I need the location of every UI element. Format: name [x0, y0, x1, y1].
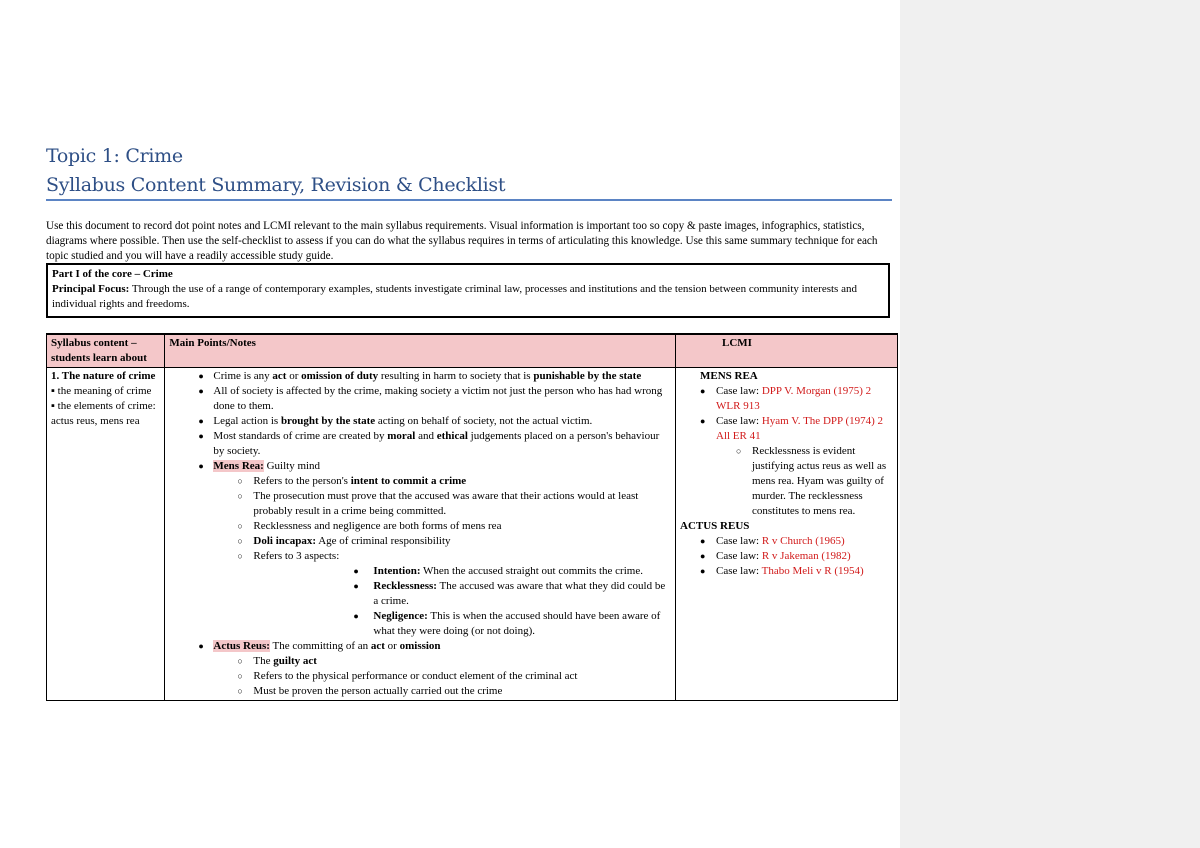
- list-item: ● Intention: When the accused straight out commits the crime.: [353, 565, 643, 577]
- mens-rea-cases: [680, 384, 893, 519]
- circle-bullet-icon: ○: [237, 686, 243, 696]
- list-item: ○ Refers to 3 aspects: ● Intention: When the accused straight out commits the crime. ● Recklessness: The accused was aware that what they did could be a crime. ● Negligence: This is when the accused should have been aware of what they were doing (or not doing).: [253, 549, 671, 639]
- actus-reus-sublist: [213, 654, 671, 699]
- list-item-actus-reus: ● Actus Reus: The committing of an act or omission ○ The guilty act ○ Refers to the physical performance or conduct element of the criminal act ○ Must be proven the person actually carried out the crime: [213, 639, 671, 699]
- title-divider: [46, 199, 892, 201]
- bullet-icon: ●: [198, 461, 204, 471]
- case-item: ● Case law: Thabo Meli v R (1954): [700, 565, 864, 577]
- circle-bullet-icon: ○: [237, 521, 243, 531]
- list-item: ● Crime is any act or omission of duty resulting in harm to society that is punishable by the state: [198, 370, 642, 382]
- notes-cell: [165, 368, 676, 701]
- case-notes: [716, 444, 893, 519]
- mens-rea-sublist: [213, 474, 671, 639]
- page-subtitle: Syllabus Content Summary, Revision & Checklist: [46, 174, 506, 196]
- circle-bullet-icon: ○: [237, 551, 243, 561]
- part-box: [46, 263, 890, 318]
- table-header-row: [47, 334, 898, 368]
- syllabus-table: [46, 333, 898, 701]
- principal-focus: Principal Focus: Through the use of a range of contemporary examples, students investigate criminal law, processes and institutions and the tension between community interests and individual rights and freedoms.: [52, 283, 857, 310]
- circle-bullet-icon: ○: [237, 671, 243, 681]
- syllabus-cell: [47, 368, 165, 701]
- circle-bullet-icon: ○: [237, 476, 243, 486]
- bullet-icon: ●: [198, 371, 204, 381]
- circle-bullet-icon: ○: [237, 536, 243, 546]
- case-item: ● Case law: Hyam V. The DPP (1974) 2 All ER 41 ○ Recklessness is evident justifying actus reus as well as mens rea. Hyam was guilty of murder. The recklessness constitutes to mens rea.: [716, 414, 893, 519]
- circle-bullet-icon: ○: [237, 491, 243, 501]
- list-item: ○ Doli incapax: Age of criminal responsibility: [237, 535, 451, 547]
- square-bullet-icon: ●: [353, 581, 359, 591]
- header-notes: Main Points/Notes: [165, 334, 676, 368]
- part-heading: Part I of the core – Crime: [52, 268, 173, 280]
- case-item: ● Case law: DPP V. Morgan (1975) 2 WLR 913: [700, 385, 872, 412]
- circle-bullet-icon: ○: [237, 656, 243, 666]
- bullet-icon: ●: [700, 566, 706, 576]
- list-item: ● Recklessness: The accused was aware that what they did could be a crime.: [353, 580, 666, 607]
- case-item: ● Case law: R v Church (1965): [700, 535, 845, 547]
- notes-list: [169, 369, 671, 699]
- circle-bullet-icon: ○: [736, 446, 742, 456]
- bullet-icon: ●: [198, 431, 204, 441]
- mens-rea-label: Mens Rea:: [213, 460, 264, 472]
- table-row: [47, 368, 898, 701]
- comments-pane: [900, 0, 1200, 848]
- header-syllabus: Syllabus content – students learn about: [47, 334, 165, 368]
- mens-rea-heading: MENS REA: [700, 370, 758, 382]
- bullet-icon: ●: [198, 386, 204, 396]
- syllabus-item: ▪ the elements of crime: actus reus, mens rea: [51, 400, 156, 427]
- bullet-icon: ●: [700, 551, 706, 561]
- list-item: ○ Refers to the person's intent to commit a crime: [237, 475, 467, 487]
- actus-reus-heading: ACTUS REUS: [680, 520, 750, 532]
- list-item: ● All of society is affected by the crime, making society a victim not just the person who has had wrong done to them.: [198, 385, 663, 412]
- square-bullet-icon: ●: [353, 611, 359, 621]
- list-item: ○ Must be proven the person actually carried out the crime: [237, 685, 503, 697]
- bullet-icon: ●: [198, 641, 204, 651]
- list-item: ● Negligence: This is when the accused should have been aware of what they were doing (or not doing).: [353, 610, 661, 637]
- page-title: Topic 1: Crime: [46, 145, 183, 167]
- bullet-icon: ●: [700, 536, 706, 546]
- list-item: ● Legal action is brought by the state acting on behalf of society, not the actual victim.: [198, 415, 593, 427]
- list-item: ○ Refers to the physical performance or conduct element of the criminal act: [237, 670, 578, 682]
- header-lcmi: LCMI: [676, 334, 898, 368]
- list-item: ○ Recklessness and negligence are both forms of mens rea: [237, 520, 502, 532]
- case-item: ● Case law: R v Jakeman (1982): [700, 550, 851, 562]
- actus-reus-label: Actus Reus:: [213, 640, 270, 652]
- bullet-icon: ●: [700, 386, 706, 396]
- lcmi-cell: [676, 368, 898, 701]
- list-item: ● Most standards of crime are created by moral and ethical judgements placed on a person's behaviour by society.: [198, 430, 660, 457]
- list-item-mens-rea: ● Mens Rea: Guilty mind ○ Refers to the person's intent to commit a crime ○ The prosecution must prove that the accused was aware that their actions would at least probably result in a crime being committed. ○ Recklessness and negligence are both forms of mens rea ○ Doli incapax: Age of criminal responsibility ○ Refers to 3 aspects: ● Intention: When the accused straight out commits the crime. ● Recklessness: The accused was aware that what they did could be a crime. ● Negligence: This is when the accused should have been aware of what they were doing (or not doing).: [213, 459, 671, 639]
- list-item: ○ The prosecution must prove that the accused was aware that their actions would at least probably result in a crime being committed.: [237, 490, 639, 517]
- intro-paragraph: Use this document to record dot point notes and LCMI relevant to the main syllabus requirements. Visual information is important too so copy & paste images, infographics, statistics, diagrams where possible. Then use the self-checklist to assess if you can do what the syllabus requires in terms of articulating this knowledge. Use this same summary technique for each topic studied and you will have a readily accessible study guide.: [46, 220, 878, 262]
- square-bullet-icon: ●: [353, 566, 359, 576]
- case-note: ○ Recklessness is evident justifying actus reus as well as mens rea. Hyam was guilty of murder. The recklessness constitutes to mens rea.: [736, 445, 887, 517]
- actus-reus-cases: [680, 534, 893, 579]
- aspects-sublist: [253, 564, 671, 639]
- list-item: ○ The guilty act: [237, 655, 317, 667]
- syllabus-item: ▪ the meaning of crime: [51, 385, 152, 397]
- syllabus-heading: 1. The nature of crime: [51, 370, 156, 382]
- bullet-icon: ●: [700, 416, 706, 426]
- bullet-icon: ●: [198, 416, 204, 426]
